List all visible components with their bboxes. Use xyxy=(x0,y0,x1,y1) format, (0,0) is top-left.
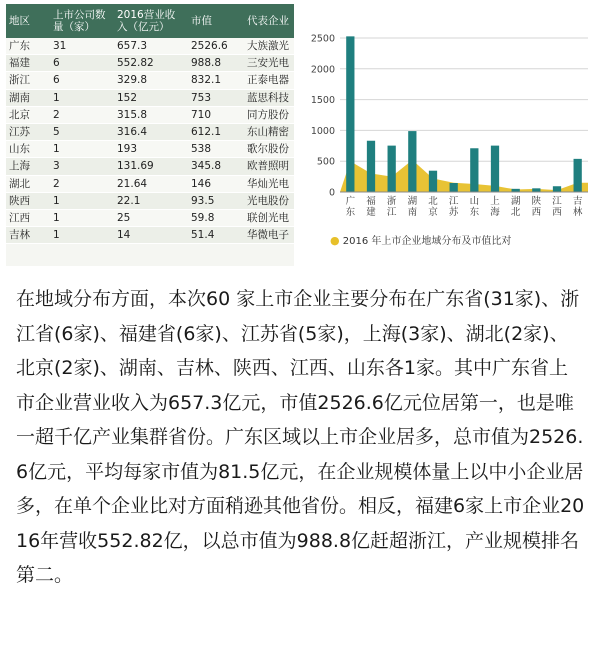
table-row xyxy=(6,123,294,140)
x-tick-label: 上海 xyxy=(490,196,500,218)
x-tick-label: 吉林 xyxy=(572,196,583,218)
cell-region: 广东 xyxy=(6,38,50,55)
x-tick-label: 浙江 xyxy=(386,196,397,218)
cell-revenue: 329.8 xyxy=(114,72,188,89)
chart-legend xyxy=(330,232,511,247)
table-row xyxy=(6,141,294,158)
cell-company: 大族激光 xyxy=(244,38,294,55)
cell-company: 光电股份 xyxy=(244,192,294,209)
cell-count: 6 xyxy=(50,55,114,72)
table-row xyxy=(6,72,294,89)
table-header-row xyxy=(6,4,294,38)
cell-revenue: 316.4 xyxy=(114,123,188,140)
bar xyxy=(346,36,354,192)
cell-revenue: 657.3 xyxy=(114,38,188,55)
cell-revenue: 21.64 xyxy=(114,175,188,192)
cell-revenue: 193 xyxy=(114,141,188,158)
table-row xyxy=(6,192,294,209)
cell-count: 6 xyxy=(50,72,114,89)
cell-revenue: 14 xyxy=(114,227,188,244)
cell-region: 陕西 xyxy=(6,192,50,209)
x-tick-label: 湖北 xyxy=(510,196,521,218)
cell-revenue: 552.82 xyxy=(114,55,188,72)
table-row xyxy=(6,38,294,55)
y-tick-label: 0 xyxy=(328,187,335,199)
body-paragraph: 在地域分布方面，本次60 家上市企业主要分布在广东省(31家)、浙江省(6家)、福建省(6家)、江苏省(5家)，上海(3家)、湖北(2家)、北京(2家)、湖南、吉林、陕西、江西、山东各1家。其中广东省上市企业营业收入为657.3亿元，市值2526.6亿元位居第一，也是唯一超千亿产业集群省份。广东区域以上市企业居多，总市值为2526.6亿元，平均每家市值为81.5亿元，在企业规模体量上以中小企业居多，在单个企业比对方面稍逊其他省份。相反，福建6家上市企业2016年营收552.82亿，以总市值为988.8亿赶超浙江，产业规模排名第二。 xyxy=(16,288,585,586)
x-tick-label: 山东 xyxy=(469,196,480,218)
cell-region: 江西 xyxy=(6,209,50,226)
bar-chart xyxy=(300,10,596,242)
cell-region: 山东 xyxy=(6,141,50,158)
cell-market-cap: 538 xyxy=(188,141,244,158)
cell-market-cap: 2526.6 xyxy=(188,38,244,55)
y-tick-label: 2000 xyxy=(310,64,335,76)
cell-region: 福建 xyxy=(6,55,50,72)
table-row xyxy=(6,158,294,175)
cell-market-cap: 832.1 xyxy=(188,72,244,89)
bar xyxy=(408,131,416,192)
cell-company: 歌尔股份 xyxy=(244,141,294,158)
cell-company: 同方股份 xyxy=(244,106,294,123)
cell-company: 联创光电 xyxy=(244,209,294,226)
bar xyxy=(429,171,437,192)
chart-svg xyxy=(300,10,596,242)
x-tick-label: 广东 xyxy=(345,196,356,218)
plot-area xyxy=(340,38,588,192)
x-tick-label: 湖南 xyxy=(407,196,418,218)
header-revenue: 2016营业收入（亿元） xyxy=(117,9,176,33)
bar xyxy=(388,146,396,192)
cell-count: 2 xyxy=(50,175,114,192)
table-row xyxy=(6,227,294,244)
cell-market-cap: 146 xyxy=(188,175,244,192)
header-region: 地区 xyxy=(9,15,30,27)
header-company: 代表企业 xyxy=(247,15,289,27)
y-tick-label: 1000 xyxy=(310,125,335,137)
table-row xyxy=(6,55,294,72)
y-tick-label: 500 xyxy=(316,156,335,168)
cell-region: 浙江 xyxy=(6,72,50,89)
cell-count: 1 xyxy=(50,209,114,226)
cell-market-cap: 753 xyxy=(188,89,244,106)
cell-count: 1 xyxy=(50,227,114,244)
cell-count: 2 xyxy=(50,106,114,123)
cell-market-cap: 345.8 xyxy=(188,158,244,175)
cell-company: 三安光电 xyxy=(244,55,294,72)
cell-market-cap: 51.4 xyxy=(188,227,244,244)
table-row xyxy=(6,209,294,226)
header-count: 上市公司数量（家） xyxy=(53,9,106,33)
cell-market-cap: 93.5 xyxy=(188,192,244,209)
cell-count: 31 xyxy=(50,38,114,55)
cell-count: 5 xyxy=(50,123,114,140)
table-row xyxy=(6,175,294,192)
x-tick-label: 陕西 xyxy=(531,196,542,218)
cell-revenue: 25 xyxy=(114,209,188,226)
cell-company: 蓝思科技 xyxy=(244,89,294,106)
cell-company: 华微电子 xyxy=(244,227,294,244)
table-row xyxy=(6,89,294,106)
cell-market-cap: 612.1 xyxy=(188,123,244,140)
cell-market-cap: 988.8 xyxy=(188,55,244,72)
cell-count: 3 xyxy=(50,158,114,175)
cell-revenue: 131.69 xyxy=(114,158,188,175)
header-market-cap: 市值 xyxy=(191,15,212,27)
cell-count: 1 xyxy=(50,89,114,106)
bar xyxy=(553,186,561,192)
bar xyxy=(574,159,582,192)
cell-count: 1 xyxy=(50,141,114,158)
cell-revenue: 315.8 xyxy=(114,106,188,123)
cell-company: 东山精密 xyxy=(244,123,294,140)
table-row xyxy=(6,106,294,123)
cell-region: 吉林 xyxy=(6,227,50,244)
x-tick-label: 江苏 xyxy=(448,196,459,218)
cell-company: 正泰电器 xyxy=(244,72,294,89)
cell-market-cap: 710 xyxy=(188,106,244,123)
chart-title: 2016 年上市企业地域分布及市值比对 xyxy=(342,236,512,247)
cell-region: 北京 xyxy=(6,106,50,123)
bar xyxy=(367,141,375,192)
cell-revenue: 152 xyxy=(114,89,188,106)
bar xyxy=(470,148,478,192)
y-tick-label: 2500 xyxy=(310,33,335,45)
bar xyxy=(450,183,458,192)
cell-company: 欧普照明 xyxy=(244,158,294,175)
cell-region: 湖北 xyxy=(6,175,50,192)
bar xyxy=(532,188,540,192)
cell-revenue: 22.1 xyxy=(114,192,188,209)
data-table xyxy=(6,4,294,266)
cell-region: 上海 xyxy=(6,158,50,175)
legend-marker-icon: ● xyxy=(330,234,340,247)
y-tick-label: 1500 xyxy=(310,95,335,107)
x-tick-label: 福建 xyxy=(366,196,376,218)
x-tick-label: 江西 xyxy=(552,196,562,218)
cell-region: 湖南 xyxy=(6,89,50,106)
bar xyxy=(491,146,499,192)
x-tick-label: 北京 xyxy=(428,196,438,218)
cell-market-cap: 59.8 xyxy=(188,209,244,226)
cell-region: 江苏 xyxy=(6,123,50,140)
cell-count: 1 xyxy=(50,192,114,209)
cell-company: 华灿光电 xyxy=(244,175,294,192)
